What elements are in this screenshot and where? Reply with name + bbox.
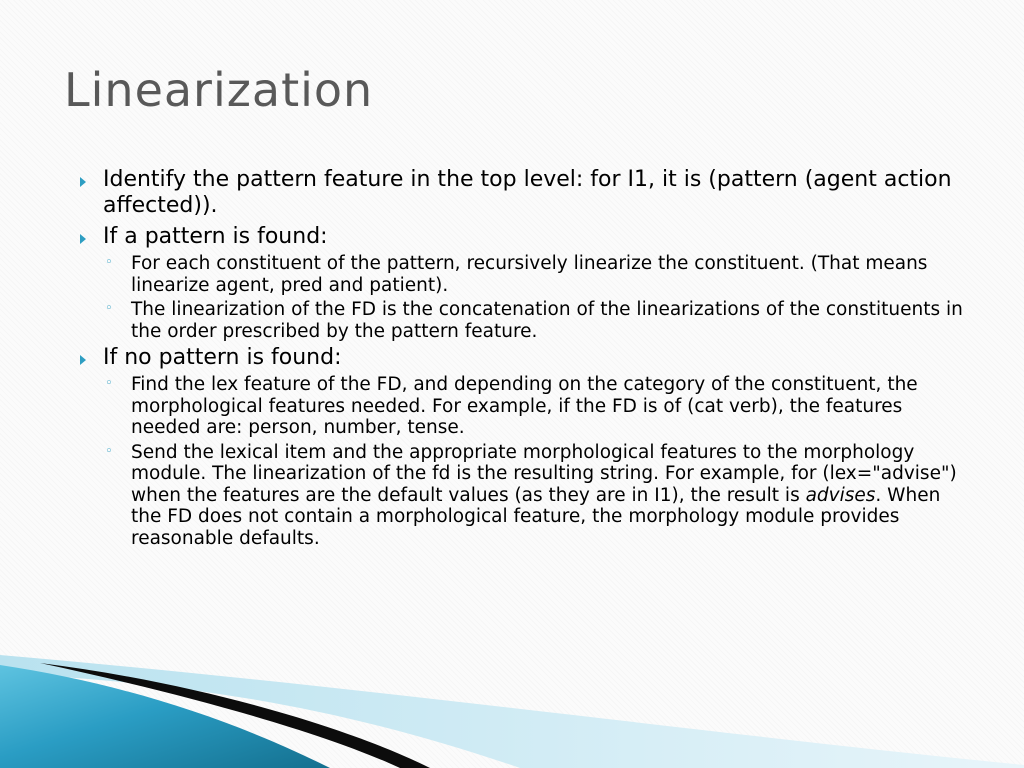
bullet-2	[76, 224, 966, 250]
bullet-1	[76, 167, 966, 219]
bullet-3-sub-2	[76, 442, 966, 550]
circle-bullet-icon: ◦	[105, 301, 113, 316]
bullet-3-sub-1-text: Find the lex feature of the FD, and depending on the category of the constituent, the morphological features needed. For example, if the FD is of (cat verb), the features needed are: person, number, tense.	[131, 374, 918, 438]
triangle-bullet-icon	[80, 355, 86, 365]
bullet-3-sub-1	[76, 374, 966, 439]
circle-bullet-icon: ◦	[105, 376, 113, 391]
bullet-3-text: If no pattern is found:	[103, 345, 342, 370]
bullet-3-sub-2-text-before: Send the lexical item and the appropriate morphological features to the morphology module. The linearization of the fd is the resulting string. For example, for (lex="advise") when the features are the default values (as they are in I1), the result is	[131, 441, 957, 506]
bullet-2-text: If a pattern is found:	[103, 224, 328, 249]
circle-bullet-icon: ◦	[105, 255, 113, 270]
italic-term: advises	[805, 484, 876, 506]
triangle-bullet-icon	[80, 177, 86, 187]
slide-title: Linearization	[64, 63, 374, 117]
bullet-2-sub-1-text: For each constituent of the pattern, recursively linearize the constituent. (That means linearize agent, pred and patient).	[131, 253, 928, 296]
decorative-wave	[0, 643, 1024, 768]
triangle-bullet-icon	[80, 234, 86, 244]
bullet-1-text: Identify the pattern feature in the top level: for I1, it is (pattern (agent action affected)).	[103, 167, 952, 218]
bullet-3-sub-2-text	[131, 442, 957, 549]
bullet-2-sub-2-text: The linearization of the FD is the concatenation of the linearizations of the constituents in the order prescribed by the pattern feature.	[131, 299, 963, 342]
circle-bullet-icon: ◦	[105, 443, 113, 459]
slide-content	[76, 167, 966, 552]
bullet-2-sub-2	[76, 299, 966, 342]
bullet-3-sub-2-text-after: . When the FD does not contain a morphological feature, the morphology module provides reasonable defaults.	[131, 484, 941, 549]
bullet-2-sub-1	[76, 253, 966, 296]
bullet-3	[76, 345, 966, 371]
